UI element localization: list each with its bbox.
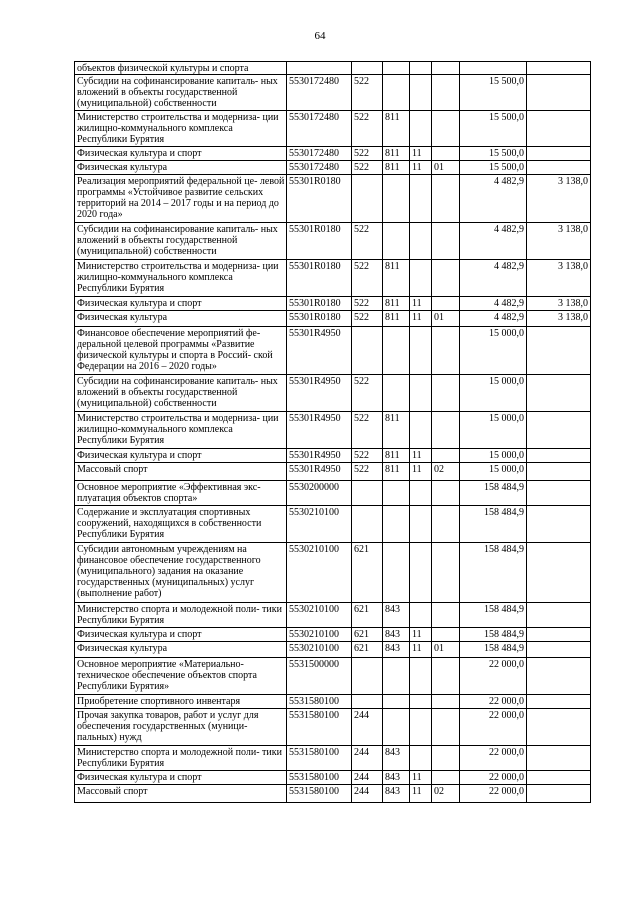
cell-expense-type: 522 bbox=[352, 412, 383, 449]
cell-ministry-code bbox=[383, 327, 410, 375]
cell-amount: 4 482,9 bbox=[460, 297, 527, 311]
cell-target-article: 5530172480 bbox=[287, 147, 352, 161]
cell-amount: 15 000,0 bbox=[460, 412, 527, 449]
cell-target-article: 5530210100 bbox=[287, 603, 352, 628]
page-number: 64 bbox=[314, 30, 326, 42]
cell-expense-type: 522 bbox=[352, 375, 383, 412]
table-row bbox=[75, 628, 591, 642]
table-row bbox=[75, 785, 591, 803]
table-row bbox=[75, 642, 591, 658]
cell-subsection bbox=[432, 746, 460, 771]
budget-table-body bbox=[75, 62, 591, 803]
cell-subsection bbox=[432, 75, 460, 111]
cell-ministry-code: 811 bbox=[383, 463, 410, 481]
cell-name: Прочая закупка товаров, работ и услуг для обеспечения государственных (муници- пальных) нужд bbox=[75, 709, 287, 746]
cell-ministry-code bbox=[383, 223, 410, 260]
cell-section bbox=[410, 695, 432, 709]
cell-expense-type: 621 bbox=[352, 628, 383, 642]
cell-name: Физическая культура и спорт bbox=[75, 297, 287, 311]
cell-target-article: 5530200000 bbox=[287, 481, 352, 506]
cell-amount: 22 000,0 bbox=[460, 746, 527, 771]
cell-name: Субсидии на софинансирование капиталь- ных вложений в объекты государственной (муниципальной) собственности bbox=[75, 75, 287, 111]
table-row bbox=[75, 709, 591, 746]
table-row bbox=[75, 658, 591, 695]
cell-subsection bbox=[432, 223, 460, 260]
cell-amount-federal bbox=[527, 147, 591, 161]
table-row bbox=[75, 449, 591, 463]
cell-target-article: 5530172480 bbox=[287, 161, 352, 175]
cell-expense-type: 244 bbox=[352, 771, 383, 785]
cell-ministry-code: 811 bbox=[383, 161, 410, 175]
cell-ministry-code bbox=[383, 506, 410, 543]
cell-section bbox=[410, 223, 432, 260]
cell-amount: 15 500,0 bbox=[460, 111, 527, 147]
cell-amount: 4 482,9 bbox=[460, 175, 527, 223]
cell-section: 11 bbox=[410, 147, 432, 161]
cell-target-article: 5530172480 bbox=[287, 75, 352, 111]
cell-name: Финансовое обеспечение мероприятий фе- деральной целевой программы «Развитие физической культуры и спорта в Россий- ской Федерации на 2016 – 2020 годы» bbox=[75, 327, 287, 375]
cell-expense-type: 522 bbox=[352, 161, 383, 175]
table-row bbox=[75, 603, 591, 628]
cell-amount: 15 500,0 bbox=[460, 75, 527, 111]
table-row bbox=[75, 161, 591, 175]
cell-amount: 4 482,9 bbox=[460, 260, 527, 297]
cell-target-article: 55301R0180 bbox=[287, 311, 352, 327]
cell-section bbox=[410, 658, 432, 695]
cell-name: Массовый спорт bbox=[75, 785, 287, 803]
cell-expense-type: 522 bbox=[352, 147, 383, 161]
cell-amount-federal bbox=[527, 642, 591, 658]
cell-expense-type bbox=[352, 481, 383, 506]
cell-name: Физическая культура bbox=[75, 161, 287, 175]
cell-expense-type: 522 bbox=[352, 260, 383, 297]
cell-amount: 22 000,0 bbox=[460, 785, 527, 803]
cell-ministry-code bbox=[383, 658, 410, 695]
cell-amount: 15 000,0 bbox=[460, 463, 527, 481]
cell-target-article: 55301R4950 bbox=[287, 463, 352, 481]
cell-name: Физическая культура bbox=[75, 642, 287, 658]
cell-amount-federal bbox=[527, 75, 591, 111]
cell-section bbox=[410, 709, 432, 746]
cell-subsection bbox=[432, 695, 460, 709]
table-row bbox=[75, 62, 591, 75]
cell-target-article: 5530210100 bbox=[287, 628, 352, 642]
cell-target-article: 5530172480 bbox=[287, 111, 352, 147]
cell-ministry-code: 811 bbox=[383, 311, 410, 327]
cell-expense-type bbox=[352, 658, 383, 695]
cell-target-article: 5531580100 bbox=[287, 695, 352, 709]
table-row bbox=[75, 543, 591, 603]
cell-amount-federal bbox=[527, 111, 591, 147]
table-row bbox=[75, 297, 591, 311]
cell-subsection bbox=[432, 260, 460, 297]
table-row bbox=[75, 506, 591, 543]
cell-section: 11 bbox=[410, 628, 432, 642]
cell-ministry-code: 811 bbox=[383, 260, 410, 297]
cell-name: Физическая культура и спорт bbox=[75, 628, 287, 642]
cell-amount-federal bbox=[527, 62, 591, 75]
cell-section: 11 bbox=[410, 771, 432, 785]
cell-target-article: 55301R4950 bbox=[287, 449, 352, 463]
cell-amount-federal: 3 138,0 bbox=[527, 260, 591, 297]
cell-expense-type: 522 bbox=[352, 223, 383, 260]
cell-target-article: 55301R4950 bbox=[287, 327, 352, 375]
cell-subsection bbox=[432, 412, 460, 449]
cell-amount: 22 000,0 bbox=[460, 709, 527, 746]
cell-ministry-code bbox=[383, 62, 410, 75]
cell-section bbox=[410, 62, 432, 75]
cell-name: Субсидии автономным учреждениям на финансовое обеспечение государственного (муниципального) задания на оказание государственных (муниципальных) услуг (выполнение работ) bbox=[75, 543, 287, 603]
cell-expense-type bbox=[352, 695, 383, 709]
cell-amount-federal bbox=[527, 543, 591, 603]
table-row bbox=[75, 147, 591, 161]
cell-target-article: 55301R4950 bbox=[287, 412, 352, 449]
cell-subsection bbox=[432, 771, 460, 785]
table-row bbox=[75, 412, 591, 449]
cell-subsection bbox=[432, 603, 460, 628]
cell-subsection bbox=[432, 327, 460, 375]
cell-amount: 22 000,0 bbox=[460, 695, 527, 709]
cell-target-article: 5531580100 bbox=[287, 746, 352, 771]
cell-name: Министерство спорта и молодежной поли- тики Республики Бурятия bbox=[75, 603, 287, 628]
cell-name: объектов физической культуры и спорта bbox=[75, 62, 287, 75]
cell-name: Физическая культура и спорт bbox=[75, 449, 287, 463]
cell-target-article: 5531580100 bbox=[287, 771, 352, 785]
cell-name: Физическая культура bbox=[75, 311, 287, 327]
cell-amount-federal bbox=[527, 412, 591, 449]
cell-section bbox=[410, 543, 432, 603]
cell-expense-type: 522 bbox=[352, 297, 383, 311]
cell-target-article: 55301R0180 bbox=[287, 175, 352, 223]
cell-amount: 4 482,9 bbox=[460, 223, 527, 260]
cell-section: 11 bbox=[410, 161, 432, 175]
cell-name: Физическая культура и спорт bbox=[75, 771, 287, 785]
cell-section bbox=[410, 260, 432, 297]
table-row bbox=[75, 111, 591, 147]
cell-section bbox=[410, 175, 432, 223]
cell-section: 11 bbox=[410, 311, 432, 327]
cell-amount-federal: 3 138,0 bbox=[527, 297, 591, 311]
cell-subsection: 01 bbox=[432, 311, 460, 327]
cell-amount-federal bbox=[527, 463, 591, 481]
cell-ministry-code bbox=[383, 375, 410, 412]
cell-ministry-code bbox=[383, 175, 410, 223]
cell-target-article: 55301R0180 bbox=[287, 297, 352, 311]
cell-amount: 4 482,9 bbox=[460, 311, 527, 327]
table-row bbox=[75, 771, 591, 785]
cell-name: Реализация мероприятий федеральной це- левой программы «Устойчивое развитие сельских территорий на 2014 – 2017 годы и на период до 2020 года» bbox=[75, 175, 287, 223]
cell-expense-type bbox=[352, 506, 383, 543]
cell-ministry-code bbox=[383, 543, 410, 603]
cell-amount-federal bbox=[527, 375, 591, 412]
cell-expense-type: 522 bbox=[352, 449, 383, 463]
cell-subsection bbox=[432, 111, 460, 147]
cell-target-article bbox=[287, 62, 352, 75]
cell-ministry-code: 811 bbox=[383, 412, 410, 449]
cell-subsection: 01 bbox=[432, 642, 460, 658]
cell-amount-federal bbox=[527, 506, 591, 543]
cell-ministry-code: 843 bbox=[383, 642, 410, 658]
cell-section: 11 bbox=[410, 642, 432, 658]
cell-amount: 158 484,9 bbox=[460, 642, 527, 658]
table-row bbox=[75, 327, 591, 375]
cell-amount: 158 484,9 bbox=[460, 481, 527, 506]
cell-section bbox=[410, 75, 432, 111]
cell-name: Министерство строительства и модерниза- ции жилищно-коммунального комплекса Республики Бурятия bbox=[75, 412, 287, 449]
table-row bbox=[75, 311, 591, 327]
cell-expense-type bbox=[352, 175, 383, 223]
cell-amount: 158 484,9 bbox=[460, 603, 527, 628]
cell-amount: 158 484,9 bbox=[460, 543, 527, 603]
table-row bbox=[75, 746, 591, 771]
cell-subsection bbox=[432, 628, 460, 642]
cell-section: 11 bbox=[410, 449, 432, 463]
cell-amount-federal bbox=[527, 709, 591, 746]
cell-target-article: 5530210100 bbox=[287, 642, 352, 658]
cell-name: Физическая культура и спорт bbox=[75, 147, 287, 161]
cell-section bbox=[410, 375, 432, 412]
cell-amount-federal bbox=[527, 449, 591, 463]
cell-amount: 15 500,0 bbox=[460, 147, 527, 161]
cell-subsection bbox=[432, 449, 460, 463]
cell-subsection bbox=[432, 175, 460, 223]
cell-subsection: 01 bbox=[432, 161, 460, 175]
cell-expense-type: 244 bbox=[352, 785, 383, 803]
table-row bbox=[75, 481, 591, 506]
cell-amount-federal: 3 138,0 bbox=[527, 311, 591, 327]
cell-section: 11 bbox=[410, 785, 432, 803]
cell-amount-federal bbox=[527, 771, 591, 785]
cell-expense-type: 621 bbox=[352, 642, 383, 658]
cell-ministry-code: 811 bbox=[383, 297, 410, 311]
cell-section bbox=[410, 746, 432, 771]
cell-section bbox=[410, 603, 432, 628]
cell-section: 11 bbox=[410, 297, 432, 311]
cell-amount-federal: 3 138,0 bbox=[527, 175, 591, 223]
cell-ministry-code bbox=[383, 75, 410, 111]
cell-amount: 15 000,0 bbox=[460, 327, 527, 375]
cell-name: Субсидии на софинансирование капиталь- ных вложений в объекты государственной (муниципальной) собственности bbox=[75, 375, 287, 412]
cell-subsection bbox=[432, 543, 460, 603]
cell-name: Субсидии на софинансирование капиталь- ных вложений в объекты государственной (муниципальной) собственности bbox=[75, 223, 287, 260]
cell-amount-federal: 3 138,0 bbox=[527, 223, 591, 260]
cell-name: Содержание и эксплуатация спортивных сооружений, находящихся в собственности Республики Бурятия bbox=[75, 506, 287, 543]
cell-expense-type: 244 bbox=[352, 746, 383, 771]
cell-target-article: 5531580100 bbox=[287, 709, 352, 746]
cell-name: Массовый спорт bbox=[75, 463, 287, 481]
cell-ministry-code: 843 bbox=[383, 785, 410, 803]
cell-ministry-code: 843 bbox=[383, 771, 410, 785]
cell-ministry-code: 843 bbox=[383, 603, 410, 628]
cell-ministry-code: 843 bbox=[383, 746, 410, 771]
cell-name: Приобретение спортивного инвентаря bbox=[75, 695, 287, 709]
cell-section: 11 bbox=[410, 463, 432, 481]
cell-amount bbox=[460, 62, 527, 75]
cell-subsection bbox=[432, 506, 460, 543]
cell-subsection bbox=[432, 375, 460, 412]
cell-subsection bbox=[432, 147, 460, 161]
cell-expense-type: 522 bbox=[352, 463, 383, 481]
cell-ministry-code bbox=[383, 695, 410, 709]
cell-ministry-code bbox=[383, 481, 410, 506]
cell-amount: 15 500,0 bbox=[460, 161, 527, 175]
cell-subsection bbox=[432, 481, 460, 506]
cell-amount-federal bbox=[527, 327, 591, 375]
cell-name: Министерство спорта и молодежной поли- тики Республики Бурятия bbox=[75, 746, 287, 771]
cell-section bbox=[410, 506, 432, 543]
cell-target-article: 5530210100 bbox=[287, 506, 352, 543]
cell-section bbox=[410, 327, 432, 375]
cell-amount-federal bbox=[527, 603, 591, 628]
cell-amount-federal bbox=[527, 785, 591, 803]
cell-section bbox=[410, 412, 432, 449]
cell-amount: 22 000,0 bbox=[460, 658, 527, 695]
cell-subsection bbox=[432, 709, 460, 746]
cell-target-article: 5530210100 bbox=[287, 543, 352, 603]
cell-amount-federal bbox=[527, 481, 591, 506]
cell-amount-federal bbox=[527, 658, 591, 695]
cell-subsection bbox=[432, 297, 460, 311]
cell-ministry-code: 811 bbox=[383, 449, 410, 463]
cell-amount-federal bbox=[527, 161, 591, 175]
budget-table bbox=[74, 61, 591, 803]
cell-name: Министерство строительства и модерниза- ции жилищно-коммунального комплекса Республики Бурятия bbox=[75, 111, 287, 147]
cell-subsection: 02 bbox=[432, 463, 460, 481]
cell-expense-type bbox=[352, 327, 383, 375]
table-row bbox=[75, 223, 591, 260]
cell-amount: 158 484,9 bbox=[460, 506, 527, 543]
table-row bbox=[75, 175, 591, 223]
cell-expense-type: 621 bbox=[352, 603, 383, 628]
cell-amount: 22 000,0 bbox=[460, 771, 527, 785]
cell-amount: 15 000,0 bbox=[460, 375, 527, 412]
cell-subsection bbox=[432, 658, 460, 695]
cell-target-article: 55301R0180 bbox=[287, 260, 352, 297]
cell-ministry-code: 843 bbox=[383, 628, 410, 642]
cell-target-article: 5531580100 bbox=[287, 785, 352, 803]
cell-subsection bbox=[432, 62, 460, 75]
cell-expense-type: 522 bbox=[352, 75, 383, 111]
cell-amount-federal bbox=[527, 695, 591, 709]
cell-ministry-code: 811 bbox=[383, 147, 410, 161]
cell-target-article: 55301R0180 bbox=[287, 223, 352, 260]
cell-expense-type: 621 bbox=[352, 543, 383, 603]
cell-section bbox=[410, 111, 432, 147]
cell-amount-federal bbox=[527, 746, 591, 771]
table-row bbox=[75, 375, 591, 412]
cell-ministry-code: 811 bbox=[383, 111, 410, 147]
table-row bbox=[75, 260, 591, 297]
cell-target-article: 55301R4950 bbox=[287, 375, 352, 412]
cell-amount: 158 484,9 bbox=[460, 628, 527, 642]
cell-expense-type: 522 bbox=[352, 311, 383, 327]
cell-amount: 15 000,0 bbox=[460, 449, 527, 463]
table-row bbox=[75, 463, 591, 481]
cell-expense-type: 244 bbox=[352, 709, 383, 746]
cell-expense-type bbox=[352, 62, 383, 75]
cell-name: Основное мероприятие «Эффективная экс- плуатация объектов спорта» bbox=[75, 481, 287, 506]
cell-name: Министерство строительства и модерниза- ции жилищно-коммунального комплекса Республики Бурятия bbox=[75, 260, 287, 297]
cell-target-article: 5531500000 bbox=[287, 658, 352, 695]
cell-name: Основное мероприятие «Материально- техническое обеспечение объектов спорта Республики Бурятия» bbox=[75, 658, 287, 695]
cell-section bbox=[410, 481, 432, 506]
cell-subsection: 02 bbox=[432, 785, 460, 803]
table-row bbox=[75, 75, 591, 111]
cell-expense-type: 522 bbox=[352, 111, 383, 147]
cell-ministry-code bbox=[383, 709, 410, 746]
cell-amount-federal bbox=[527, 628, 591, 642]
table-row bbox=[75, 695, 591, 709]
